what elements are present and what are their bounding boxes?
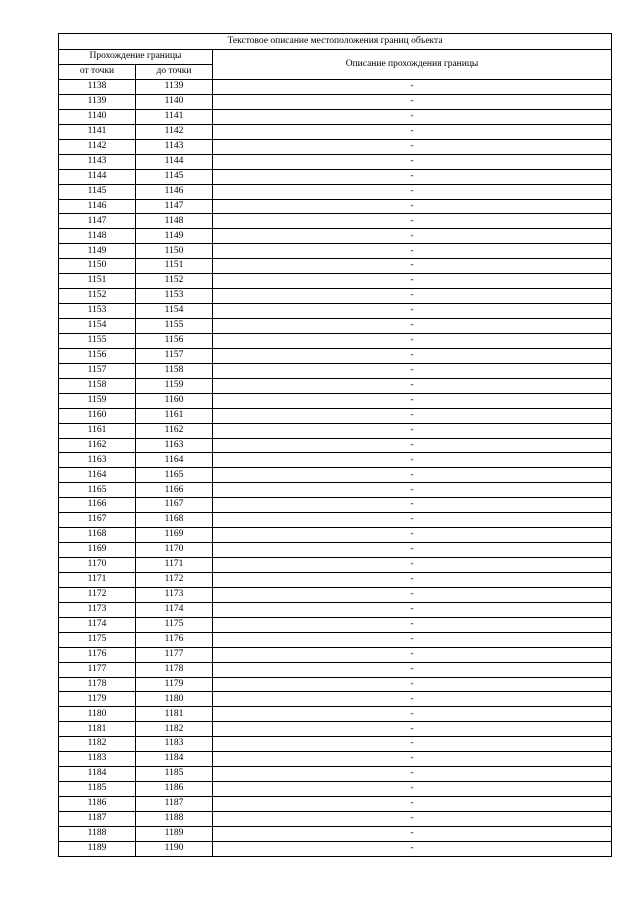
table-row: [59, 677, 612, 692]
cell-to-point: 1142: [136, 124, 213, 139]
cell-to-point: 1165: [136, 468, 213, 483]
table-row: [59, 319, 612, 334]
cell-from-point: 1168: [59, 528, 136, 543]
cell-from-point: 1185: [59, 782, 136, 797]
cell-from-point: 1151: [59, 274, 136, 289]
cell-to-point: 1151: [136, 259, 213, 274]
table-row: [59, 139, 612, 154]
cell-from-point: 1142: [59, 139, 136, 154]
cell-to-point: 1174: [136, 602, 213, 617]
cell-description: -: [213, 259, 612, 274]
cell-from-point: 1159: [59, 393, 136, 408]
cell-description: -: [213, 662, 612, 677]
cell-from-point: 1145: [59, 184, 136, 199]
cell-to-point: 1186: [136, 782, 213, 797]
cell-description: -: [213, 647, 612, 662]
cell-description: -: [213, 632, 612, 647]
table-row: [59, 244, 612, 259]
cell-to-point: 1160: [136, 393, 213, 408]
cell-from-point: 1150: [59, 259, 136, 274]
cell-from-point: 1164: [59, 468, 136, 483]
table-row: [59, 722, 612, 737]
cell-from-point: 1183: [59, 752, 136, 767]
cell-description: -: [213, 423, 612, 438]
cell-to-point: 1153: [136, 289, 213, 304]
table-row: [59, 199, 612, 214]
cell-to-point: 1147: [136, 199, 213, 214]
cell-to-point: 1178: [136, 662, 213, 677]
table-row: [59, 154, 612, 169]
cell-from-point: 1177: [59, 662, 136, 677]
cell-description: -: [213, 363, 612, 378]
table-row: [59, 214, 612, 229]
cell-description: -: [213, 199, 612, 214]
cell-from-point: 1188: [59, 826, 136, 841]
table-row: [59, 259, 612, 274]
table-row: [59, 528, 612, 543]
table-row: [59, 572, 612, 587]
cell-from-point: 1143: [59, 154, 136, 169]
table-row: [59, 109, 612, 124]
cell-to-point: 1188: [136, 811, 213, 826]
cell-from-point: 1144: [59, 169, 136, 184]
table-row: [59, 692, 612, 707]
table-row: [59, 229, 612, 244]
cell-description: -: [213, 453, 612, 468]
cell-from-point: 1167: [59, 513, 136, 528]
group-header-boundary-passage: Прохождение границы: [59, 50, 213, 65]
cell-from-point: 1174: [59, 617, 136, 632]
cell-to-point: 1187: [136, 797, 213, 812]
cell-from-point: 1172: [59, 587, 136, 602]
cell-from-point: 1176: [59, 647, 136, 662]
cell-to-point: 1157: [136, 348, 213, 363]
cell-to-point: 1170: [136, 543, 213, 558]
table-row: [59, 333, 612, 348]
cell-description: -: [213, 169, 612, 184]
cell-from-point: 1162: [59, 438, 136, 453]
cell-description: -: [213, 722, 612, 737]
cell-description: -: [213, 498, 612, 513]
document-page: [58, 33, 611, 857]
cell-to-point: 1167: [136, 498, 213, 513]
cell-from-point: 1184: [59, 767, 136, 782]
cell-from-point: 1149: [59, 244, 136, 259]
table-row: [59, 752, 612, 767]
table-row: [59, 408, 612, 423]
cell-to-point: 1179: [136, 677, 213, 692]
table-header: [59, 34, 612, 80]
cell-to-point: 1163: [136, 438, 213, 453]
cell-to-point: 1169: [136, 528, 213, 543]
table-row: [59, 304, 612, 319]
cell-description: -: [213, 677, 612, 692]
cell-description: -: [213, 304, 612, 319]
column-header-from-point: от точки: [59, 65, 136, 80]
cell-to-point: 1171: [136, 558, 213, 573]
cell-from-point: 1171: [59, 572, 136, 587]
cell-description: -: [213, 587, 612, 602]
cell-description: -: [213, 468, 612, 483]
table-row: [59, 289, 612, 304]
cell-description: -: [213, 244, 612, 259]
cell-from-point: 1180: [59, 707, 136, 722]
column-header-description: Описание прохождения границы: [213, 50, 612, 80]
cell-description: -: [213, 572, 612, 587]
cell-to-point: 1158: [136, 363, 213, 378]
table-row: [59, 169, 612, 184]
column-header-to-point: до точки: [136, 65, 213, 80]
cell-description: -: [213, 826, 612, 841]
cell-to-point: 1146: [136, 184, 213, 199]
table-row: [59, 498, 612, 513]
table-row: [59, 737, 612, 752]
cell-description: -: [213, 767, 612, 782]
cell-to-point: 1145: [136, 169, 213, 184]
table-row: [59, 453, 612, 468]
cell-description: -: [213, 333, 612, 348]
cell-description: -: [213, 752, 612, 767]
cell-from-point: 1158: [59, 378, 136, 393]
cell-description: -: [213, 841, 612, 856]
cell-from-point: 1186: [59, 797, 136, 812]
cell-to-point: 1180: [136, 692, 213, 707]
cell-to-point: 1143: [136, 139, 213, 154]
cell-to-point: 1173: [136, 587, 213, 602]
cell-description: -: [213, 692, 612, 707]
table-row: [59, 826, 612, 841]
cell-to-point: 1168: [136, 513, 213, 528]
cell-description: -: [213, 154, 612, 169]
cell-from-point: 1175: [59, 632, 136, 647]
cell-from-point: 1166: [59, 498, 136, 513]
cell-description: -: [213, 782, 612, 797]
cell-to-point: 1141: [136, 109, 213, 124]
cell-from-point: 1182: [59, 737, 136, 752]
cell-to-point: 1152: [136, 274, 213, 289]
cell-to-point: 1162: [136, 423, 213, 438]
boundary-description-table: [58, 33, 612, 857]
cell-description: -: [213, 707, 612, 722]
table-row: [59, 184, 612, 199]
cell-description: -: [213, 558, 612, 573]
cell-description: -: [213, 483, 612, 498]
table-row: [59, 438, 612, 453]
cell-from-point: 1147: [59, 214, 136, 229]
cell-from-point: 1165: [59, 483, 136, 498]
cell-to-point: 1166: [136, 483, 213, 498]
cell-description: -: [213, 229, 612, 244]
cell-to-point: 1159: [136, 378, 213, 393]
cell-description: -: [213, 811, 612, 826]
cell-description: -: [213, 393, 612, 408]
cell-to-point: 1177: [136, 647, 213, 662]
cell-description: -: [213, 274, 612, 289]
table-row: [59, 632, 612, 647]
cell-from-point: 1169: [59, 543, 136, 558]
cell-to-point: 1183: [136, 737, 213, 752]
cell-description: -: [213, 513, 612, 528]
cell-from-point: 1157: [59, 363, 136, 378]
cell-from-point: 1179: [59, 692, 136, 707]
table-row: [59, 662, 612, 677]
cell-from-point: 1146: [59, 199, 136, 214]
table-row: [59, 841, 612, 856]
cell-from-point: 1161: [59, 423, 136, 438]
cell-from-point: 1189: [59, 841, 136, 856]
cell-to-point: 1139: [136, 80, 213, 95]
cell-description: -: [213, 617, 612, 632]
cell-from-point: 1155: [59, 333, 136, 348]
cell-description: -: [213, 378, 612, 393]
table-row: [59, 363, 612, 378]
cell-description: -: [213, 737, 612, 752]
table-row: [59, 707, 612, 722]
cell-description: -: [213, 602, 612, 617]
cell-from-point: 1153: [59, 304, 136, 319]
cell-from-point: 1139: [59, 94, 136, 109]
cell-to-point: 1144: [136, 154, 213, 169]
cell-description: -: [213, 289, 612, 304]
table-row: [59, 797, 612, 812]
cell-description: -: [213, 214, 612, 229]
table-row: [59, 782, 612, 797]
cell-description: -: [213, 94, 612, 109]
table-row: [59, 483, 612, 498]
cell-description: -: [213, 184, 612, 199]
cell-from-point: 1163: [59, 453, 136, 468]
cell-to-point: 1185: [136, 767, 213, 782]
cell-description: -: [213, 348, 612, 363]
cell-to-point: 1175: [136, 617, 213, 632]
table-row: [59, 468, 612, 483]
table-row: [59, 587, 612, 602]
cell-from-point: 1187: [59, 811, 136, 826]
cell-to-point: 1164: [136, 453, 213, 468]
cell-to-point: 1161: [136, 408, 213, 423]
cell-description: -: [213, 543, 612, 558]
cell-to-point: 1189: [136, 826, 213, 841]
table-row: [59, 617, 612, 632]
cell-from-point: 1154: [59, 319, 136, 334]
cell-to-point: 1176: [136, 632, 213, 647]
table-row: [59, 393, 612, 408]
table-row: [59, 647, 612, 662]
cell-description: -: [213, 109, 612, 124]
cell-description: -: [213, 319, 612, 334]
cell-from-point: 1141: [59, 124, 136, 139]
table-row: [59, 602, 612, 617]
cell-from-point: 1178: [59, 677, 136, 692]
cell-from-point: 1148: [59, 229, 136, 244]
cell-to-point: 1184: [136, 752, 213, 767]
table-row: [59, 80, 612, 95]
cell-to-point: 1155: [136, 319, 213, 334]
table-row: [59, 348, 612, 363]
cell-to-point: 1140: [136, 94, 213, 109]
cell-description: -: [213, 139, 612, 154]
cell-description: -: [213, 797, 612, 812]
cell-to-point: 1150: [136, 244, 213, 259]
table-row: [59, 811, 612, 826]
cell-to-point: 1172: [136, 572, 213, 587]
table-row: [59, 274, 612, 289]
cell-description: -: [213, 80, 612, 95]
cell-from-point: 1160: [59, 408, 136, 423]
cell-from-point: 1156: [59, 348, 136, 363]
cell-description: -: [213, 124, 612, 139]
table-row: [59, 513, 612, 528]
cell-to-point: 1190: [136, 841, 213, 856]
cell-to-point: 1148: [136, 214, 213, 229]
cell-description: -: [213, 408, 612, 423]
cell-to-point: 1149: [136, 229, 213, 244]
table-row: [59, 543, 612, 558]
table-body: [59, 80, 612, 857]
table-row: [59, 558, 612, 573]
cell-to-point: 1181: [136, 707, 213, 722]
cell-to-point: 1156: [136, 333, 213, 348]
cell-from-point: 1138: [59, 80, 136, 95]
cell-description: -: [213, 438, 612, 453]
table-title: Текстовое описание местоположения границ объекта: [59, 34, 612, 50]
table-row: [59, 124, 612, 139]
table-row: [59, 423, 612, 438]
cell-from-point: 1152: [59, 289, 136, 304]
cell-from-point: 1140: [59, 109, 136, 124]
cell-to-point: 1182: [136, 722, 213, 737]
table-row: [59, 94, 612, 109]
table-row: [59, 378, 612, 393]
cell-from-point: 1170: [59, 558, 136, 573]
cell-to-point: 1154: [136, 304, 213, 319]
cell-from-point: 1173: [59, 602, 136, 617]
table-row: [59, 767, 612, 782]
cell-from-point: 1181: [59, 722, 136, 737]
cell-description: -: [213, 528, 612, 543]
